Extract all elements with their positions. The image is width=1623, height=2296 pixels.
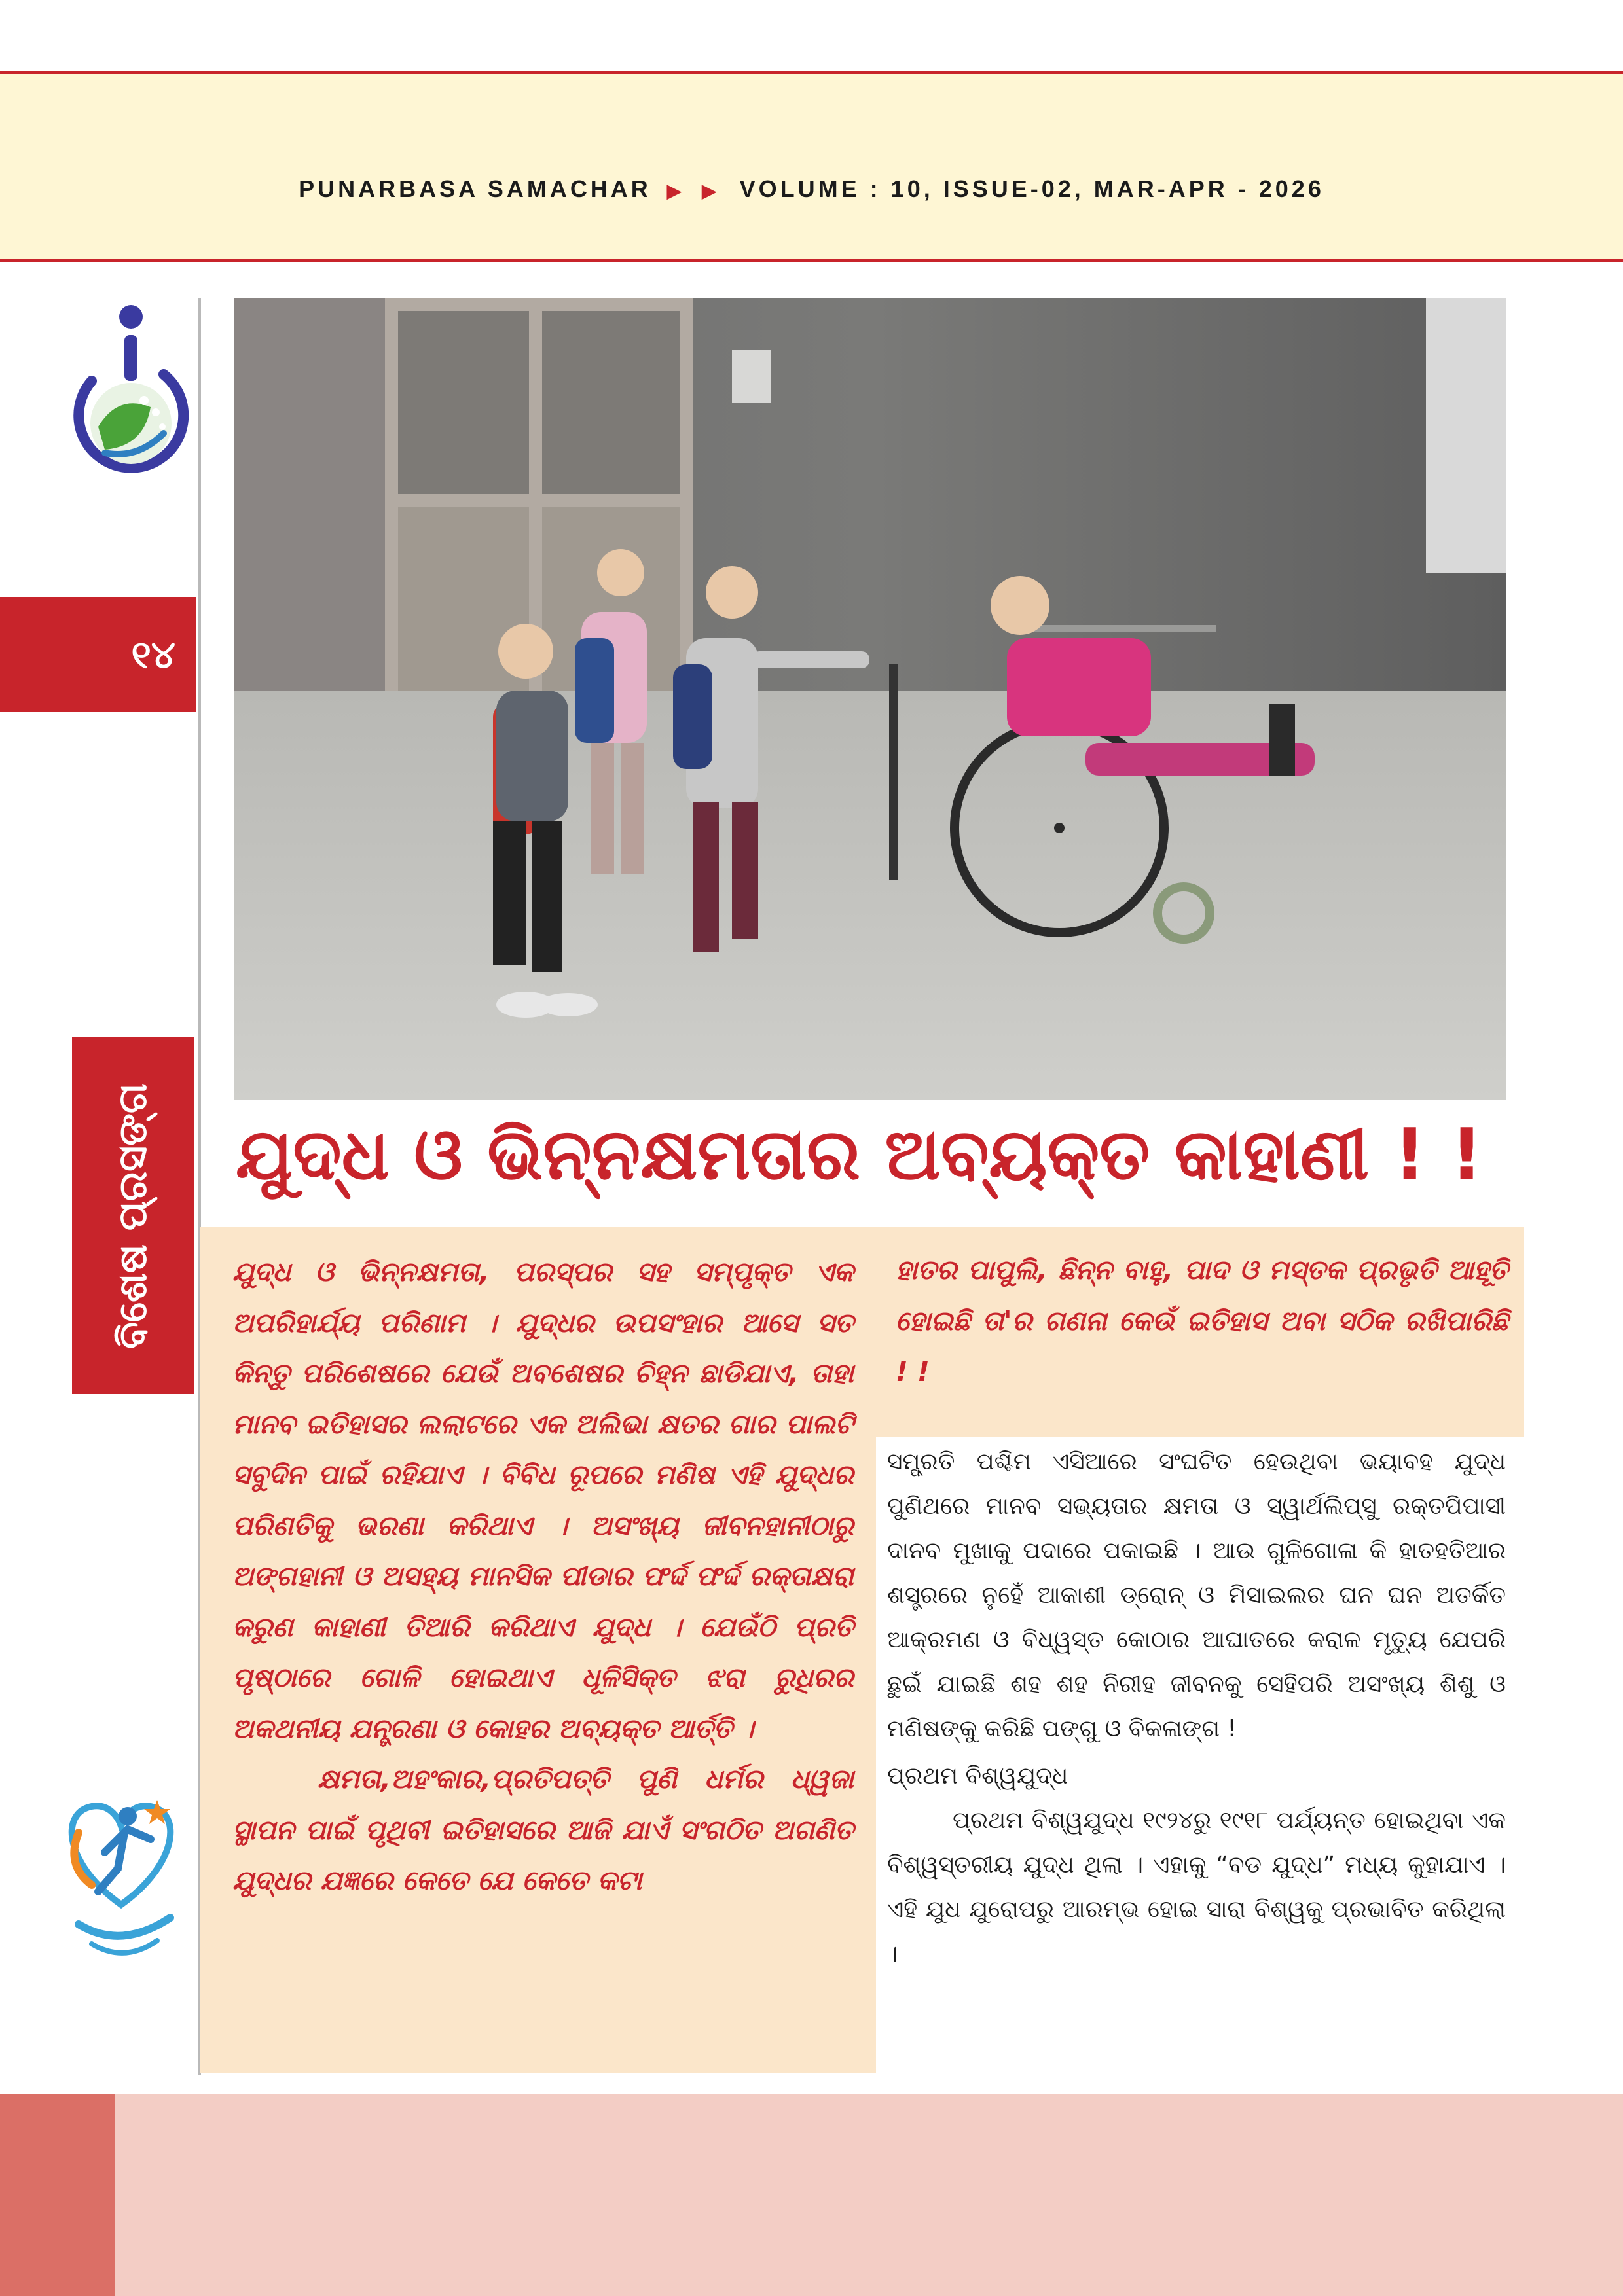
lead-paragraph-2: କ୍ଷମତା,ଅହଂକାର,ପ୍ରତିପତ୍ତି ପୁଣି ଧର୍ମର ଧ୍ୱଜା ସ୍ଥାପନ ପାଇଁ ପୃଥିବୀ ଇତିହାସରେ ଆଜି ଯାଏଁ ସଂଗଠିତ ଅଗଣିତ ଯୁଦ୍ଧର ଯଜ୍ଞରେ କେତେ ଯେ କେତେ କଟା <box>232 1763 854 1896</box>
lead-column-left <box>200 1227 876 2073</box>
issue-info: VOLUME : 10, ISSUE-02, MAR-APR - 2026 <box>739 175 1324 202</box>
section-tab <box>72 1037 194 1394</box>
subheading: ପ୍ରଥମ ବିଶ୍ୱଯୁଦ୍ଧ <box>887 1763 1068 1789</box>
footer-band <box>115 2094 1623 2296</box>
header-band <box>0 71 1623 262</box>
publication-name: PUNARBASA SAMACHAR <box>299 175 651 202</box>
disability-logo-icon <box>65 302 190 499</box>
lead-paragraph-1: ଯୁଦ୍ଧ ଓ ଭିନ୍ନକ୍ଷମତା, ପରସ୍ପର ସହ ସମ୍ପୃକ୍ତ ଏକ ଅପରିହାର୍ଯ୍ୟ ପରିଣାମ । ଯୁଦ୍ଧର ଉପସଂହାର ଆସେ ସତ କିନ୍ତୁ ପରିଶେଷରେ ଯେଉଁ ଅବଶେଷର ଚିହ୍ନ ଛାଡିଯାଏ, ତାହା ମାନବ ଇତିହାସର ଲଲାଟରେ ଏକ ଅଲିଭା କ୍ଷତର ଗାର ପାଲଟି ସବୁଦିନ ପାଇଁ ରହିଯାଏ । ବିବିଧ ରୂପରେ ମଣିଷ ଏହି ଯୁଦ୍ଧର ପରିଣତିକୁ ଭରଣା କରିଥାଏ । ଅସଂଖ୍ୟ ଜୀବନହାନୀଠାରୁ ଅଙ୍ଗହାନୀ ଓ ଅସହ୍ୟ ମାନସିକ ପୀଡାର ଫର୍ଦ୍ଦ ଫର୍ଦ୍ଦ ରକ୍ତାକ୍ଷରା କରୁଣ କାହାଣୀ ତିଆରି କରିଥାଏ ଯୁଦ୍ଧ । ଯେଉଁଠି ପ୍ରତି ପୃଷ୍ଠାରେ ଗୋଳି ହୋଇଥାଏ ଧୂଳିସିକ୍ତ ଝରା ରୁଧିରର ଅକଥନୀୟ ଯନ୍ତ୍ରଣା ଓ କୋହର ଅବ୍ୟକ୍ତ ଆର୍ତ୍ତି । <box>232 1256 854 1744</box>
inclusion-heart-logo-icon <box>52 1754 190 2049</box>
lead-paragraph-3: ହାତର ପାପୁଲି, ଛିନ୍ନ ବାହୁ, ପାଦ ଓ ମସ୍ତକ ପ୍ରଭୃତି ଆହୂତି ହୋଇଛି ତା'ର ଗଣନା କେଉଁ ଇତିହାସ ଅବା ସଠିକ ରଖିପାରିଛି ! ! <box>896 1254 1508 1388</box>
body-paragraph-1: ସମ୍ପ୍ରତି ପଶ୍ଚିମ ଏସିଆରେ ସଂଘଟିତ ହେଉଥିବା ଭୟାବହ ଯୁଦ୍ଧ ପୁଣିଥରେ ମାନବ ସଭ୍ୟତାର କ୍ଷମତା ଓ ସ୍ୱାର୍ଥଲିପ୍ସୁ ରକ୍ତପିପାସୀ ଦାନବ ମୁଖାକୁ ପଦାରେ ପକାଇଛି । ଆଉ ଗୁଳିଗୋଳା କି ହାତହତିଆର ଶସ୍ତ୍ରରେ ନୁହେଁ ଆକାଶୀ ଡ୍ରୋନ୍ ଓ ମିସାଇଲର ଘନ ଘନ ଅତର୍କିତ ଆକ୍ରମଣ ଓ ବିଧ୍ୱସ୍ତ କୋଠାର ଆଘାତରେ କରାଳ ମୃତ୍ୟୁ ଯେପରି ଛୁଇଁ ଯାଇଛି ଶହ ଶହ ନିରୀହ ଜୀବନକୁ ସେହିପରି ଅସଂଖ୍ୟ ଶିଶୁ ଓ ମଣିଷଙ୍କୁ କରିଛି ପଙ୍ଗୁ ଓ ବିକଳାଙ୍ଗ ! <box>887 1448 1506 1742</box>
children-wheelchair-photo <box>234 298 1506 1100</box>
header-arrows-icon: ▶ ▶ <box>666 181 724 201</box>
running-header <box>0 175 1623 203</box>
lead-column-right <box>876 1227 1524 1437</box>
section-label: ବିଶେଷ ପ୍ରସଙ୍ଗ <box>110 1083 156 1349</box>
page-number-badge <box>0 594 196 712</box>
body-paragraph-2: ପ୍ରଥମ ବିଶ୍ୱଯୁଦ୍ଧ ୧୯୨୪ରୁ ୧୯୧୮ ପର୍ଯ୍ୟନ୍ତ ହୋଇଥିବା ଏକ ବିଶ୍ୱସ୍ତରୀୟ ଯୁଦ୍ଧ ଥିଲା । ଏହାକୁ “ବଡ ଯୁଦ୍ଧ” ମଧ୍ୟ କୁହାଯାଏ । ଏହି ଯୁଧ ଯୁରୋପରୁ ଆରମ୍ଭ ହୋଇ ସାରା ବିଶ୍ୱକୁ ପ୍ରଭାବିତ କରିଥିଲା । <box>887 1807 1506 1967</box>
article-body <box>887 1440 1506 1977</box>
page-number: ୧୪ <box>131 632 175 677</box>
footer-accent <box>0 2094 115 2296</box>
article-title: ଯୁଦ୍ଧ ଓ ଭିନ୍ନକ୍ଷମତାର ଅବ୍ୟକ୍ତ କାହାଣୀ ! ! <box>236 1114 1483 1196</box>
